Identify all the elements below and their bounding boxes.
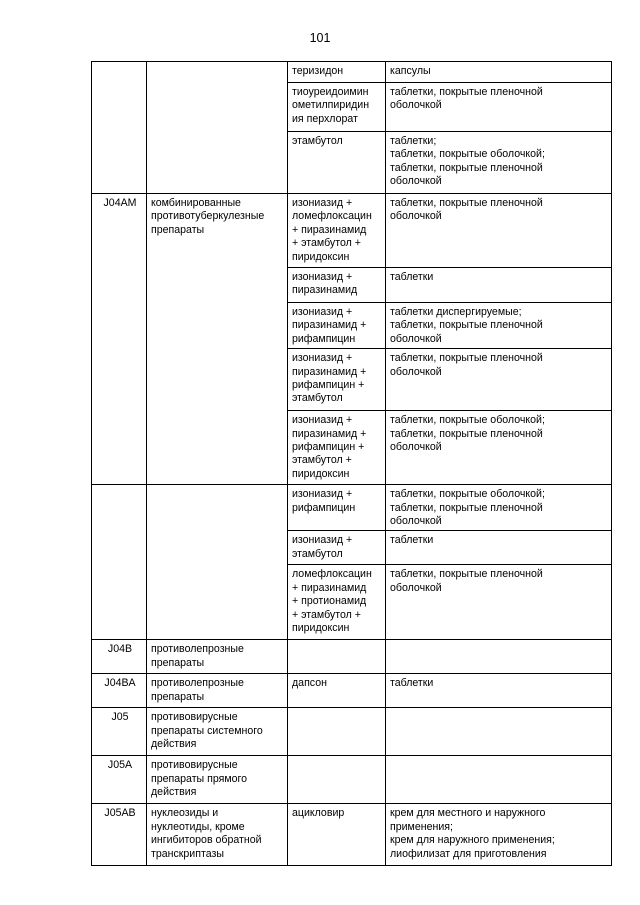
drug-name-cell (288, 708, 386, 756)
drug-name-cell: изониазид + пиразинамид + рифампицин + этамбутол + пиридоксин (288, 411, 386, 485)
dosage-form-cell (386, 640, 612, 674)
table-row (92, 62, 612, 83)
dosage-form-cell (386, 708, 612, 756)
drug-name-cell: изониазид + пиразинамид + рифампицин (288, 303, 386, 349)
pharm-group-cell: противовирусные препараты прямого действия (147, 756, 288, 804)
drug-name-cell (288, 640, 386, 674)
table-row (92, 756, 612, 804)
dosage-form-cell: таблетки; таблетки, покрытые оболочкой; таблетки, покрытые пленочной оболочкой (386, 132, 612, 194)
table-row (92, 708, 612, 756)
dosage-form-cell: таблетки, покрытые пленочной оболочкой (386, 349, 612, 411)
dosage-form-cell: таблетки диспергируемые; таблетки, покрытые пленочной оболочкой (386, 303, 612, 349)
atc-code-cell (92, 485, 147, 640)
drug-name-cell: ацикловир (288, 804, 386, 866)
pharm-group-cell: комбинированные противотуберкулезные препараты (147, 194, 288, 485)
dosage-form-cell (386, 756, 612, 804)
atc-code-cell: J05 (92, 708, 147, 756)
drug-name-cell: изониазид + ломефлоксацин + пиразинамид + этамбутол + пиридоксин (288, 194, 386, 268)
dosage-form-cell: таблетки, покрытые пленочной оболочкой (386, 83, 612, 132)
pharm-group-cell (147, 62, 288, 194)
drug-name-cell (288, 756, 386, 804)
drug-name-cell: изониазид + пиразинамид (288, 268, 386, 303)
dosage-form-cell: крем для местного и наружного применения; крем для наружного применения; лиофилизат для приготовления (386, 804, 612, 866)
drug-name-cell: изониазид + этамбутол (288, 531, 386, 565)
drug-name-cell: тиоуреидоимин ометилпиридин ия перхлорат (288, 83, 386, 132)
atc-code-cell: J05AB (92, 804, 147, 866)
dosage-form-cell: таблетки, покрытые оболочкой; таблетки, покрытые пленочной оболочкой (386, 411, 612, 485)
pharm-group-cell (147, 485, 288, 640)
atc-code-cell: J04AM (92, 194, 147, 485)
drug-name-cell: теризидон (288, 62, 386, 83)
drug-name-cell: этамбутол (288, 132, 386, 194)
page-number: 101 (309, 31, 331, 45)
table-row (92, 640, 612, 674)
pharm-group-cell: противовирусные препараты системного действия (147, 708, 288, 756)
drug-table (91, 61, 612, 866)
table-row (92, 194, 612, 268)
drug-name-cell: изониазид + рифампицин (288, 485, 386, 531)
atc-code-cell: J05A (92, 756, 147, 804)
atc-code-cell: J04BA (92, 674, 147, 708)
drug-name-cell: дапсон (288, 674, 386, 708)
table-row (92, 804, 612, 866)
drug-name-cell: ломефлоксацин + пиразинамид + протионамид + этамбутол + пиридоксин (288, 565, 386, 640)
pharm-group-cell: нуклеозиды и нуклеотиды, кроме ингибиторов обратной транскриптазы (147, 804, 288, 866)
table-row (92, 674, 612, 708)
pharm-group-cell: противолепрозные препараты (147, 674, 288, 708)
pharm-group-cell: противолепрозные препараты (147, 640, 288, 674)
dosage-form-cell: капсулы (386, 62, 612, 83)
dosage-form-cell: таблетки, покрытые пленочной оболочкой (386, 194, 612, 268)
dosage-form-cell: таблетки (386, 268, 612, 303)
dosage-form-cell: таблетки (386, 531, 612, 565)
dosage-form-cell: таблетки, покрытые пленочной оболочкой (386, 565, 612, 640)
table-row (92, 485, 612, 531)
drug-name-cell: изониазид + пиразинамид + рифампицин + этамбутол (288, 349, 386, 411)
dosage-form-cell: таблетки, покрытые оболочкой; таблетки, покрытые пленочной оболочкой (386, 485, 612, 531)
atc-code-cell (92, 62, 147, 194)
dosage-form-cell: таблетки (386, 674, 612, 708)
atc-code-cell: J04B (92, 640, 147, 674)
